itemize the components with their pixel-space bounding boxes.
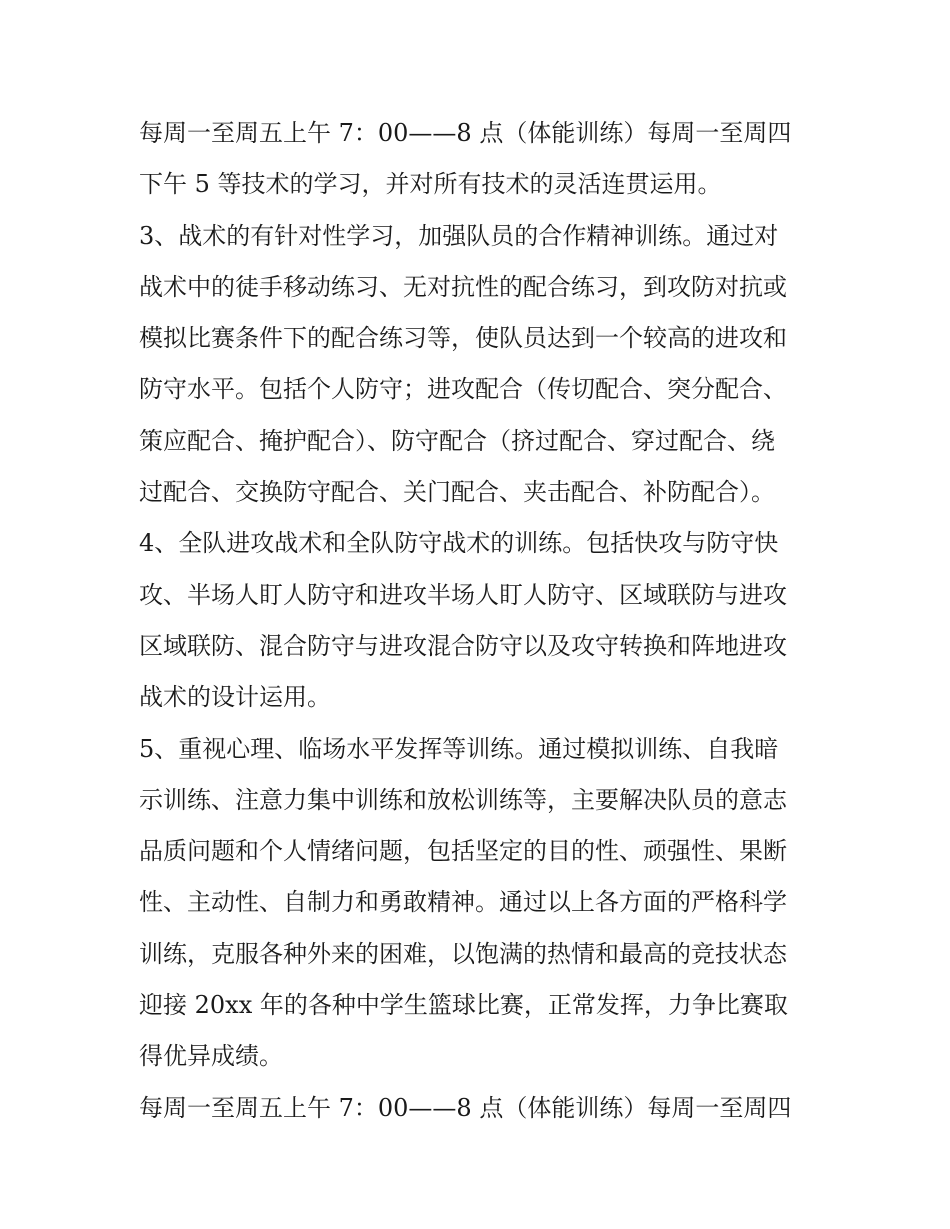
text-line: 5、重视心理、临场水平发挥等训练。通过模拟训练、自我暗	[139, 734, 779, 763]
text-line: 迎接 20xx 年的各种中学生篮球比赛，正常发挥，力争比赛取	[139, 991, 788, 1020]
text-line: 模拟比赛条件下的配合练习等，使队员达到一个较高的进攻和	[139, 324, 787, 353]
text-line: 过配合、交换防守配合、关门配合、夹击配合、补防配合）。	[139, 478, 775, 507]
text-line: 战术的设计运用。	[139, 683, 331, 712]
text-line: 性、主动性、自制力和勇敢精神。通过以上各方面的严格科学	[139, 888, 787, 917]
text-line: 4、全队进攻战术和全队防守战术的训练。包括快攻与防守快	[139, 529, 779, 558]
text-line: 下午 5 等技术的学习，并对所有技术的灵活连贯运用。	[139, 170, 722, 199]
text-line: 区域联防、混合防守与进攻混合防守以及攻守转换和阵地进攻	[139, 631, 787, 660]
text-line: 示训练、注意力集中训练和放松训练等，主要解决队员的意志	[139, 785, 787, 814]
text-line: 得优异成绩。	[139, 1042, 283, 1071]
text-line: 策应配合、掩护配合）、防守配合（挤过配合、穿过配合、绕	[139, 426, 775, 455]
text-line: 防守水平。包括个人防守；进攻配合（传切配合、突分配合、	[139, 375, 787, 404]
text-line: 每周一至周五上午 7：00——8 点（体能训练）每周一至周四	[139, 1093, 792, 1122]
text-line: 训练，克服各种外来的困难，以饱满的热情和最高的竞技状态	[139, 939, 787, 968]
text-line: 攻、半场人盯人防守和进攻半场人盯人防守、区域联防与进攻	[139, 580, 787, 609]
body-text	[139, 108, 819, 1134]
text-line: 品质问题和个人情绪问题，包括坚定的目的性、顽强性、果断	[139, 837, 787, 866]
text-line: 战术中的徒手移动练习、无对抗性的配合练习，到攻防对抗或	[139, 272, 787, 301]
text-line: 3、战术的有针对性学习，加强队员的合作精神训练。通过对	[139, 221, 779, 250]
text-line: 每周一至周五上午 7：00——8 点（体能训练）每周一至周四	[139, 119, 792, 147]
